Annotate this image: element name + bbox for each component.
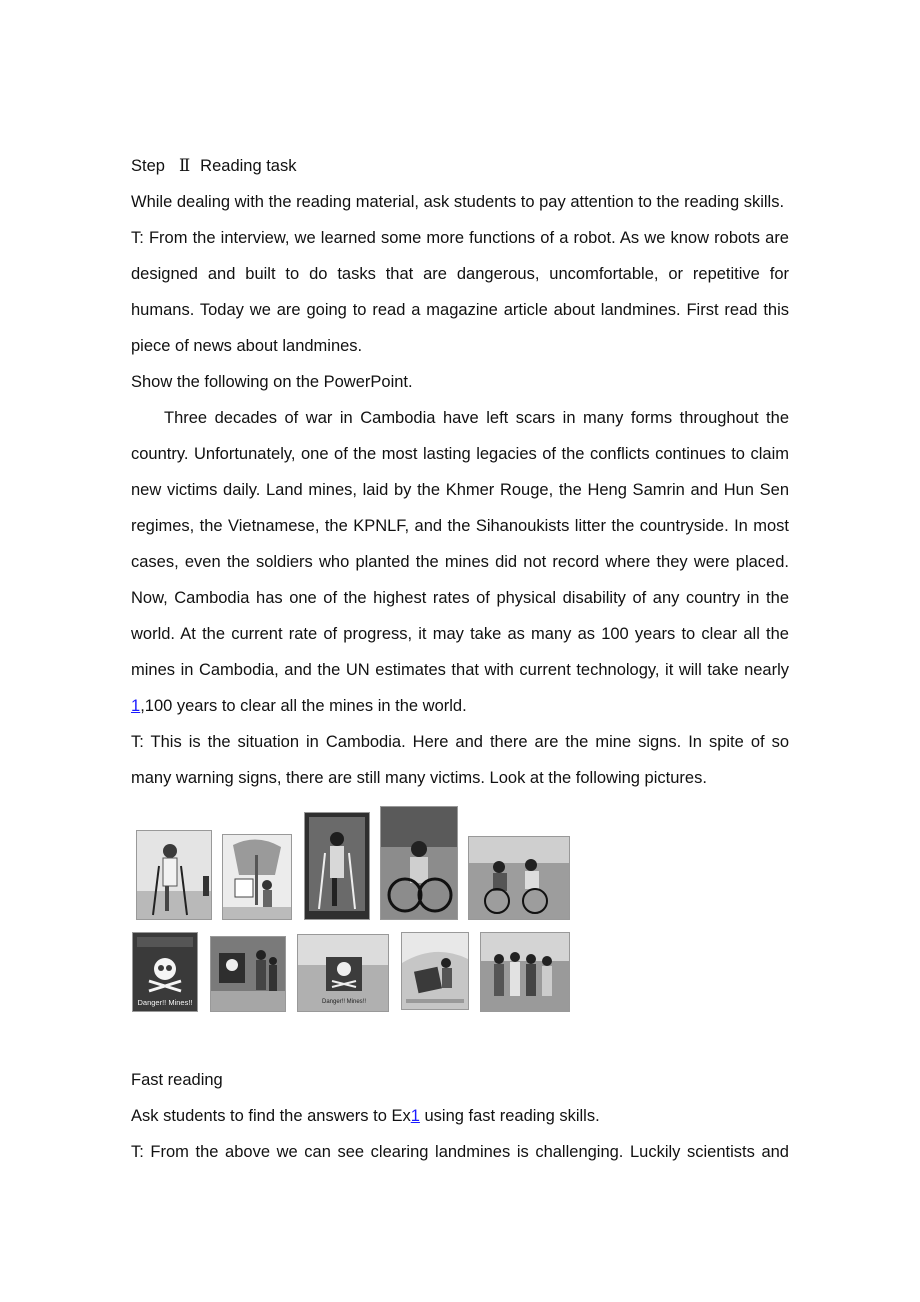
footnote-link[interactable]: 1 <box>131 697 141 715</box>
news-last-after: ,100 years to clear all the mines in the world. <box>140 697 467 715</box>
intro-paragraph: While dealing with the reading material, ask students to pay attention to the reading skills. <box>131 193 785 211</box>
exercise-link[interactable]: 1 <box>410 1107 420 1125</box>
photo-man-in-wheelchair <box>380 806 458 920</box>
photo-danger-mines-sign <box>132 932 198 1012</box>
teacher-paragraph-1: T: From the interview, we learned some more functions of a robot. As we know robots are designed and built to do tasks that are dangerous, uncomfortable, or repetitive for humans. Today we are going to read a magazine article about landmines. First read this piece of news about landmines. <box>131 229 789 355</box>
show-line: Show the following on the PowerPoint. <box>131 373 413 391</box>
photo-danger-sign-field <box>297 934 389 1012</box>
news-body: Three decades of war in Cambodia have left scars in many forms throughout the country. Unfortunately, one of the most lasting legacies of the conflicts continues to claim new victims daily. Land mines, laid by the Khmer Rouge, the Heng Samrin and Hun Sen regimes, the Vietnamese, the KPNLF, and the Sihanoukists litter the countryside. In most cases, even the soldiers who planted the mines did not record where they were placed. Now, Cambodia has one of the highest rates of physical disability of any country in the world. At the current rate of progress, it may take as many as 100 years to clear all the mines in Cambodia, and the UN estimates that with <box>131 409 789 679</box>
task-after: using fast reading skills. <box>419 1107 600 1125</box>
photo-group-of-children <box>480 932 570 1012</box>
news-last-before: current technology, it will take nearly <box>519 661 790 679</box>
photo-gallery <box>131 806 789 1024</box>
teacher-paragraph-2: T: This is the situation in Cambodia. Here and there are the mine signs. In spite of so many warning signs, there are still many victims. Look at the following pictures. <box>131 733 789 787</box>
photo-boy-on-crutches <box>136 830 212 920</box>
fast-reading-heading: Fast reading <box>131 1071 223 1089</box>
photo-children-by-sign <box>222 834 292 920</box>
teacher-paragraph-3: T: From the above we can see clearing landmines is challenging. Luckily scientists and <box>131 1143 789 1161</box>
photo-people-by-skull-sign <box>210 936 286 1012</box>
document-page <box>131 148 789 1170</box>
step-title: Reading task <box>200 157 297 175</box>
photo-child-with-sign <box>401 932 469 1010</box>
photo-wheelchair-group <box>468 836 570 920</box>
task-before: Ask students to find the answers to Ex <box>131 1107 411 1125</box>
news-paragraph <box>131 400 789 724</box>
photo-man-on-crutches <box>304 812 370 920</box>
fast-reading-task <box>131 1098 789 1134</box>
step-heading <box>131 148 789 184</box>
step-prefix: Step <box>131 157 165 175</box>
step-numeral: Ⅱ <box>178 156 191 175</box>
sign-text-2: Danger!! Mines!! <box>321 999 367 1005</box>
sign-text-1: Danger!! Mines!! <box>137 998 193 1007</box>
